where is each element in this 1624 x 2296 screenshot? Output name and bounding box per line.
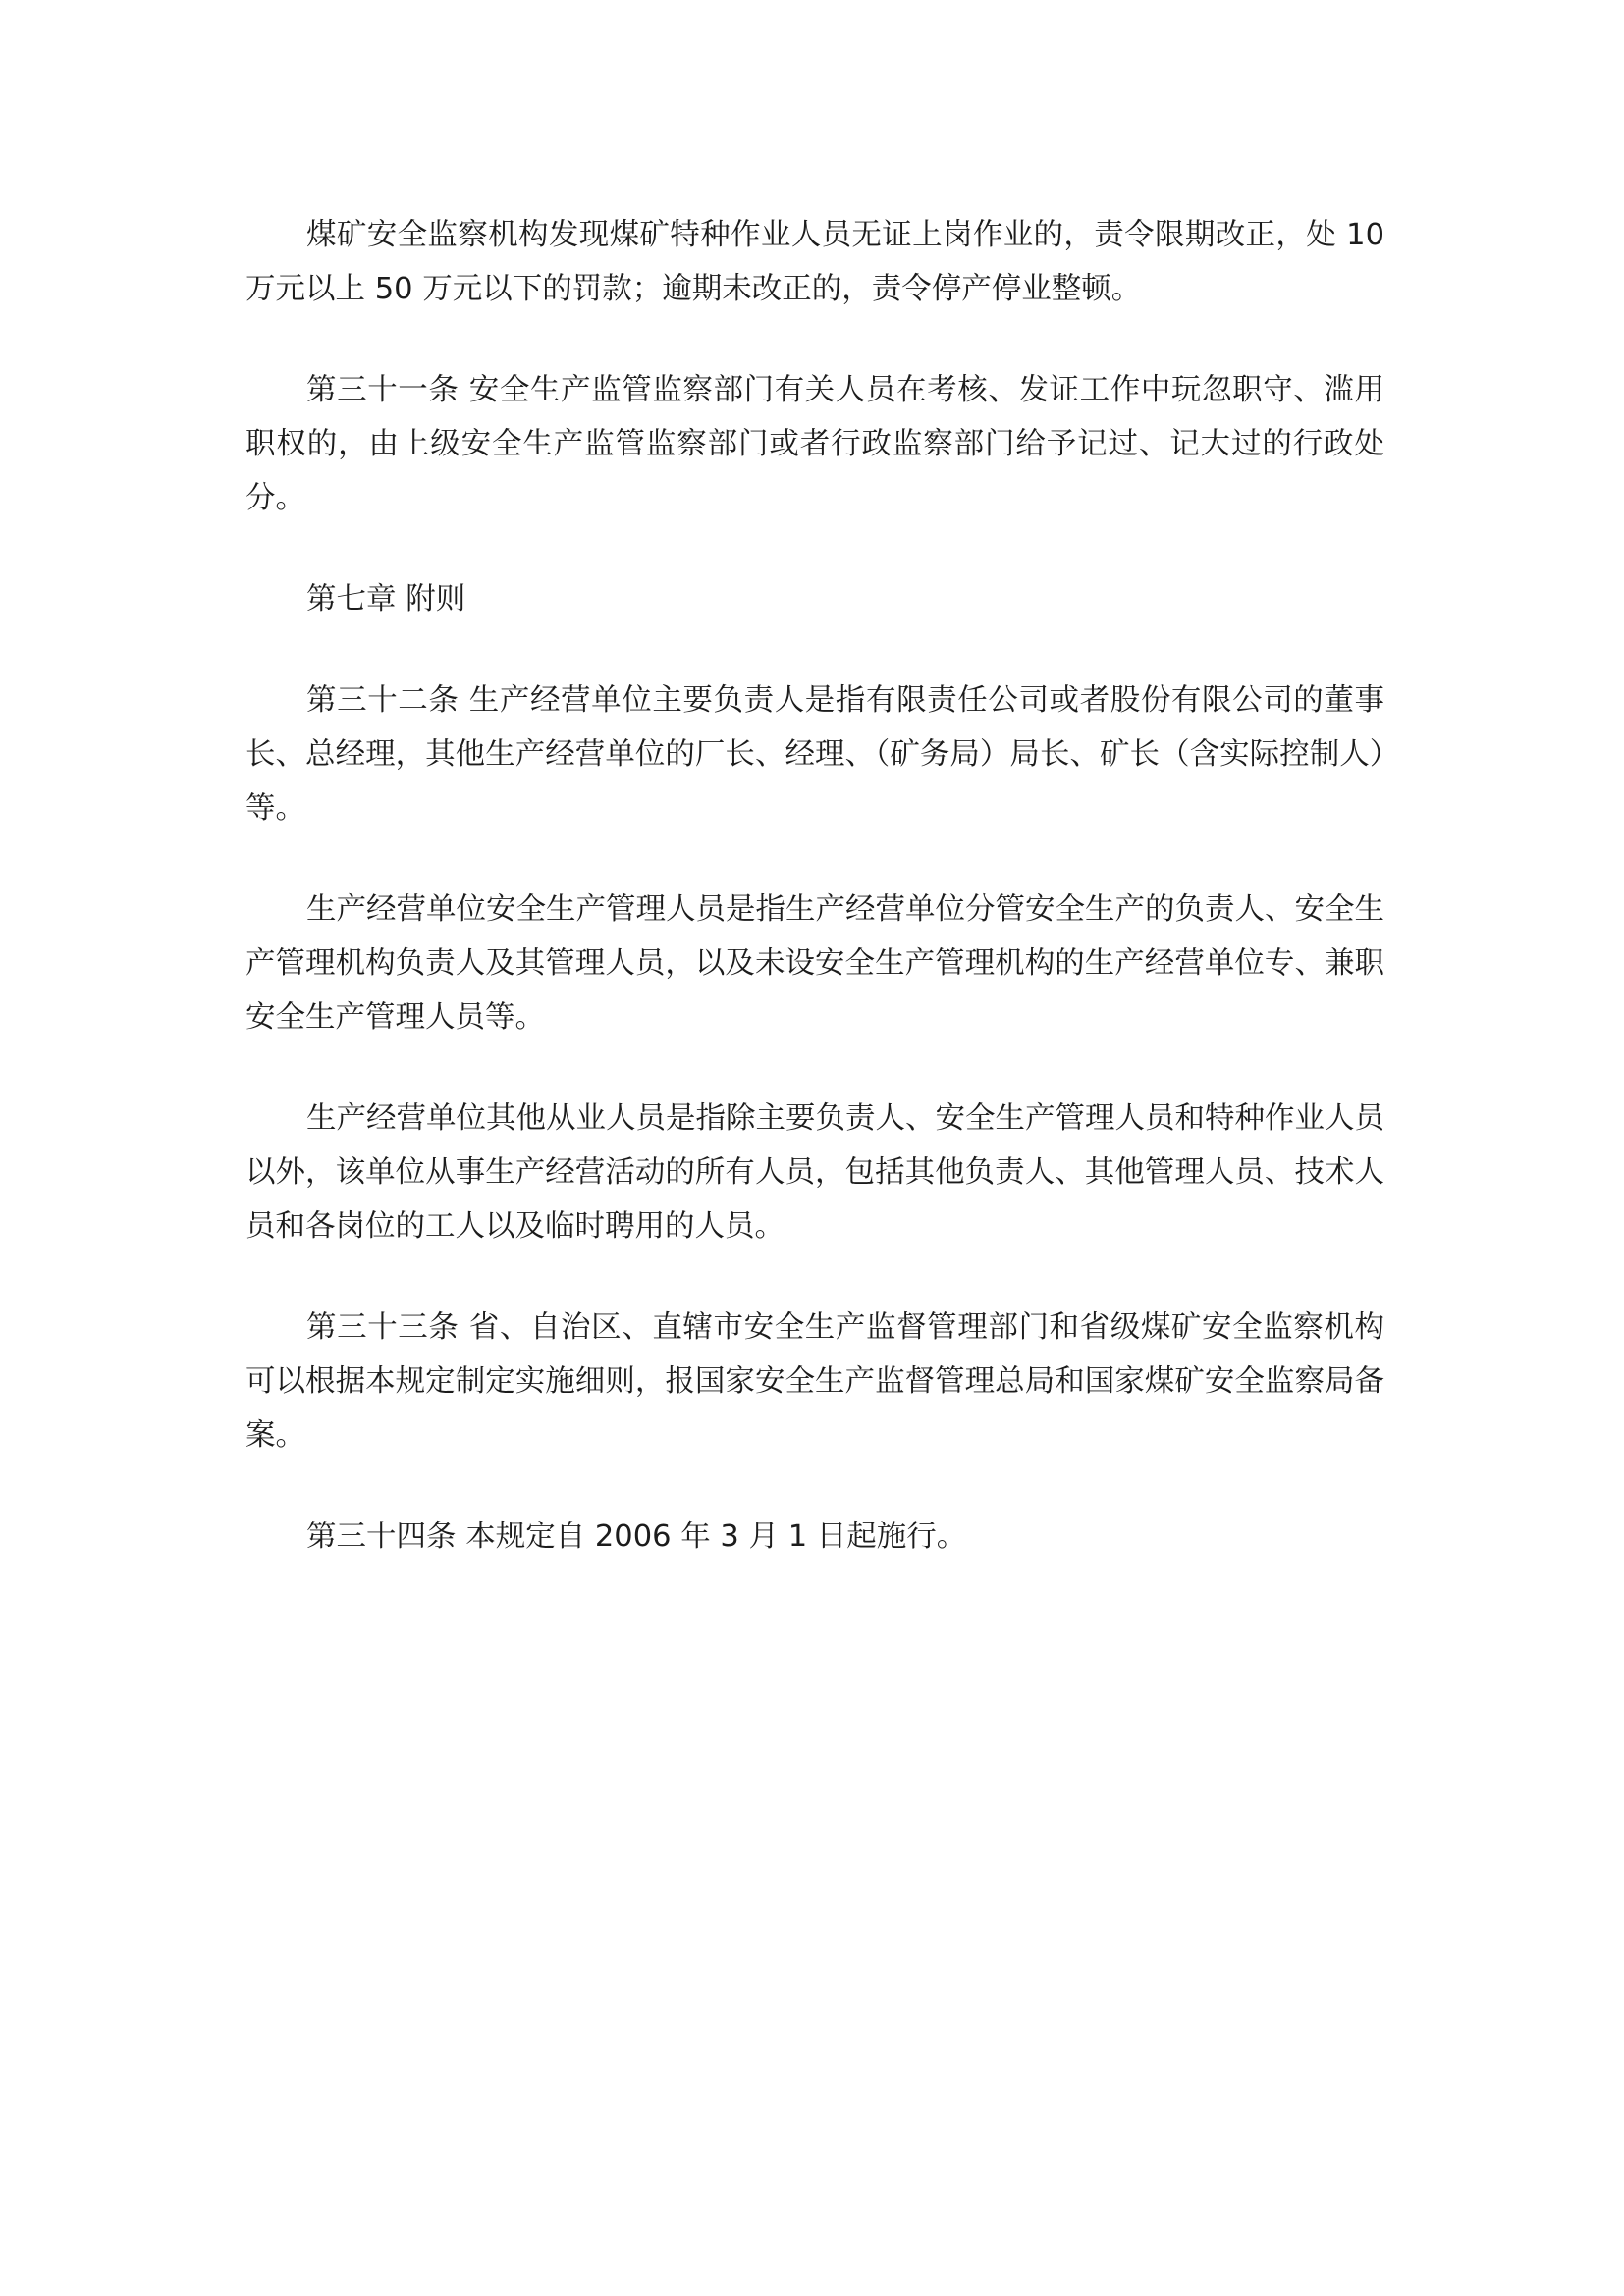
chapter-heading: 第七章 附则 xyxy=(306,582,466,616)
document-body xyxy=(245,208,1384,1611)
paragraph-safety-managers: 生产经营单位安全生产管理人员是指生产经营单位分管安全生产的负责人、安全生产管理机构负责人及其管理人员，以及未设安全生产管理机构的生产经营单位专、兼职安全生产管理人员等。 xyxy=(245,892,1384,1035)
paragraph-other-workers: 生产经营单位其他从业人员是指除主要负责人、安全生产管理人员和特种作业人员以外，该单位从事生产经营活动的所有人员，包括其他负责人、其他管理人员、技术人员和各岗位的工人以及临时聘用的人员。 xyxy=(245,1101,1384,1244)
paragraph-article-33: 第三十三条 省、自治区、直辖市安全生产监督管理部门和省级煤矿安全监察机构可以根据本规定制定实施细则，报国家安全生产监督管理总局和国家煤矿安全监察局备案。 xyxy=(245,1310,1384,1453)
paragraph-article-34: 第三十四条 本规定自 2006 年 3 月 1 日起施行。 xyxy=(306,1520,967,1554)
paragraph-penalty-coal-mine: 煤矿安全监察机构发现煤矿特种作业人员无证上岗作业的，责令限期改正，处 10 万元以上 50 万元以下的罚款；逾期未改正的，责令停产停业整顿。 xyxy=(245,218,1384,306)
paragraph-article-31: 第三十一条 安全生产监管监察部门有关人员在考核、发证工作中玩忽职守、滥用职权的，由上级安全生产监管监察部门或者行政监察部门给予记过、记大过的行政处分。 xyxy=(245,373,1384,515)
paragraph-article-32: 第三十二条 生产经营单位主要负责人是指有限责任公司或者股份有限公司的董事长、总经理，其他生产经营单位的厂长、经理、（矿务局）局长、矿长（含实际控制人）等。 xyxy=(245,683,1384,826)
